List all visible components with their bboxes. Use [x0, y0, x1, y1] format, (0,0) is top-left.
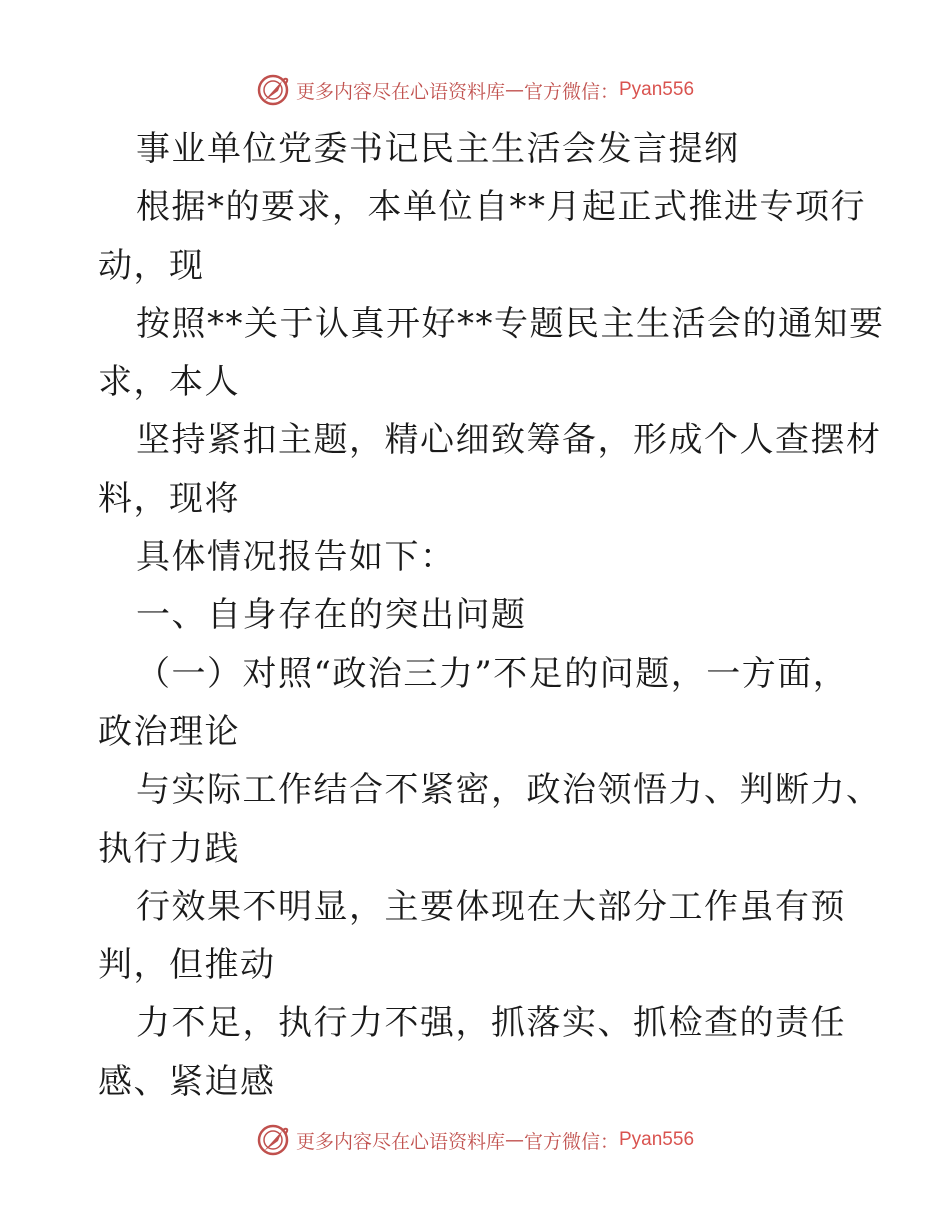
quill-logo-icon	[256, 73, 290, 107]
paragraph-line: 执行力践	[98, 828, 240, 869]
paragraph-line: 料，现将	[98, 478, 240, 519]
paragraph-line: 根据*的要求，本单位自**月起正式推进专项行	[136, 187, 866, 228]
watermark-dash: —	[504, 79, 524, 101]
paragraph-line: 力不足，执行力不强，抓落实、抓检查的责任	[136, 1003, 846, 1044]
paragraph-line: 坚持紧扣主题，精心细致筹备，形成个人查摆材	[136, 420, 882, 461]
subsection-heading: （一）对照“政治三力”不足的问题，一方面，	[136, 653, 849, 694]
section-heading: 一、自身存在的突出问题	[136, 595, 527, 636]
paragraph-line: 按照**关于认真开好**专题民主生活会的通知要	[136, 303, 885, 344]
watermark-wechat-label: 官方微信：	[523, 80, 619, 103]
watermark-wechat-id: Pyan556	[619, 79, 695, 100]
watermark-site: 更多内容尽在心语资料库	[295, 1130, 505, 1153]
paragraph-line: 判，但推动	[98, 945, 276, 986]
watermark-header	[0, 70, 950, 110]
paragraph-line: 动，现	[98, 245, 205, 286]
document-title: 事业单位党委书记民主生活会发言提纲	[136, 129, 740, 169]
watermark-dash: —	[504, 1129, 524, 1151]
paragraph-line: 感、紧迫感	[98, 1061, 276, 1102]
paragraph-line: 具体情况报告如下：	[136, 537, 456, 578]
watermark-wechat-id: Pyan556	[619, 1129, 695, 1150]
document-body	[98, 120, 885, 1111]
paragraph-line: 政治理论	[98, 711, 240, 752]
watermark-site: 更多内容尽在心语资料库	[295, 80, 505, 103]
paragraph-line: 行效果不明显，主要体现在大部分工作虽有预	[136, 886, 846, 927]
watermark-wechat-label: 官方微信：	[523, 1130, 619, 1153]
quill-logo-icon	[256, 1123, 290, 1157]
paragraph-line: 与实际工作结合不紧密，政治领悟力、判断力、	[136, 770, 882, 811]
paragraph-line: 求，本人	[98, 362, 240, 403]
watermark-footer	[0, 1120, 950, 1160]
